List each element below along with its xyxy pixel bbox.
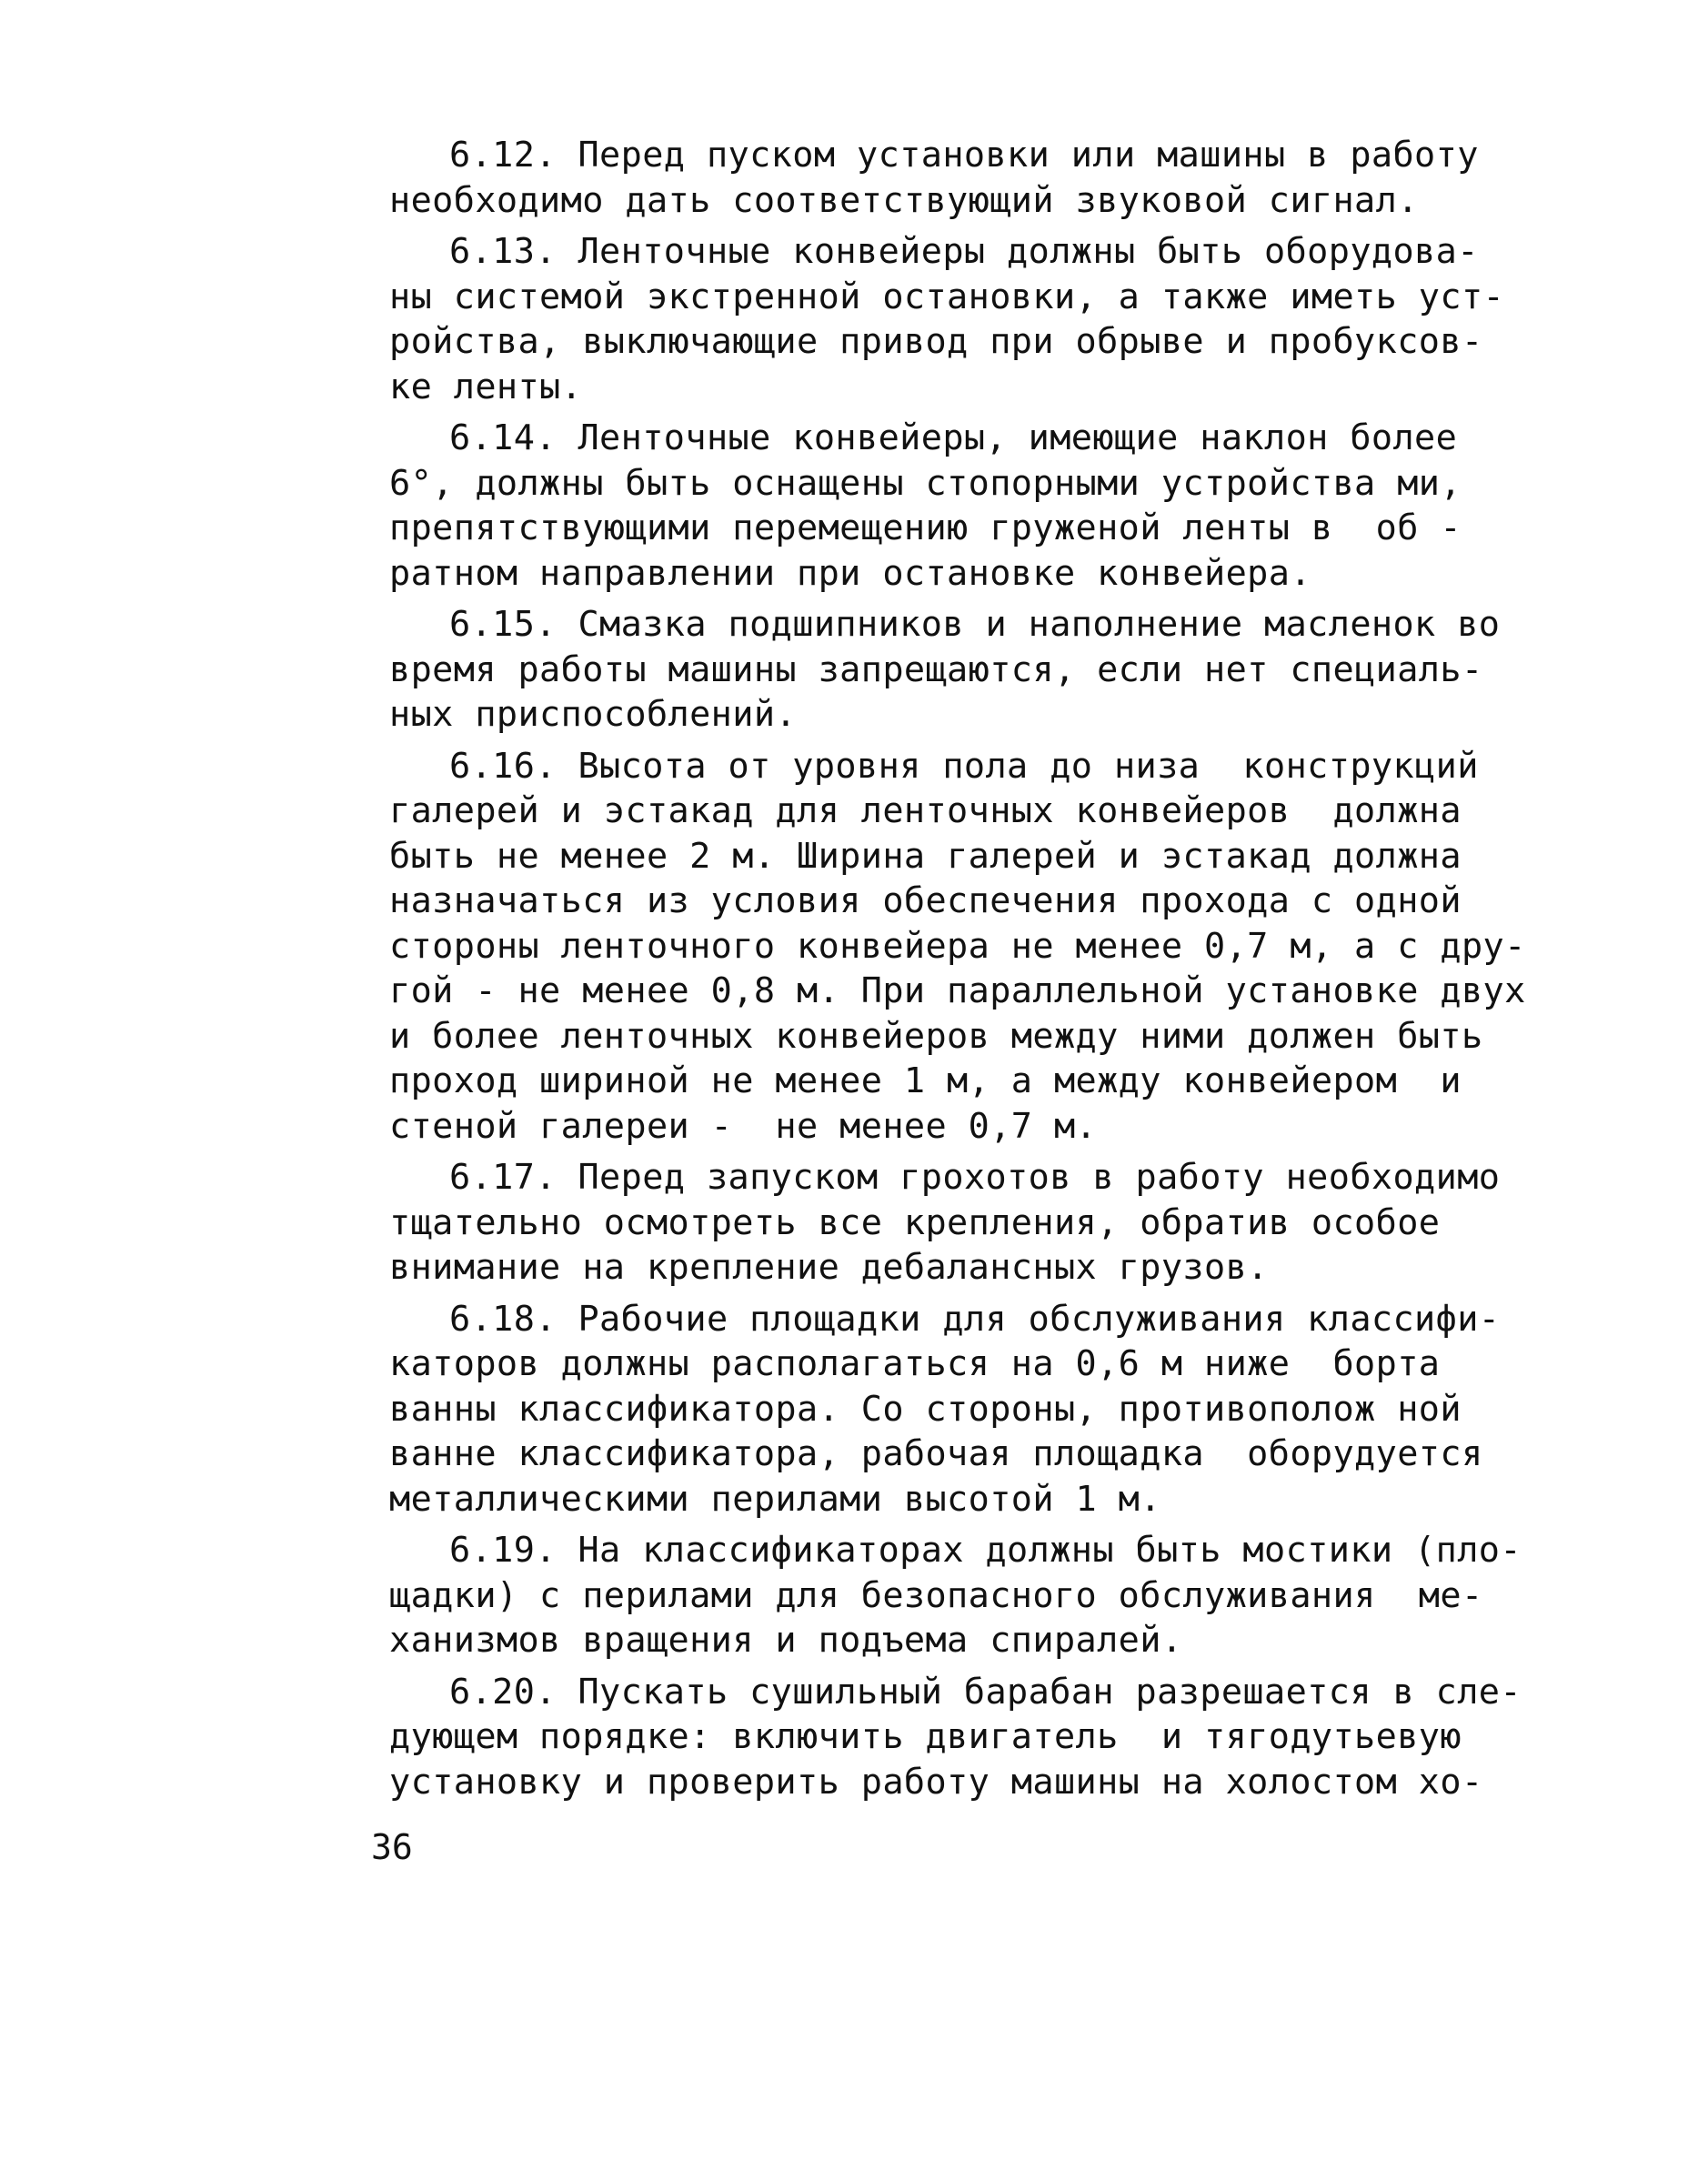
paragraph-6-19 <box>389 1528 1562 1663</box>
text-line: время работы машины запрещаются, если нет специаль- <box>389 648 1483 690</box>
text-line: ны системой экстренной остановки, а также иметь уст- <box>389 276 1505 317</box>
text-line: металлическими перилами высотой 1 м. <box>389 1478 1161 1520</box>
paragraph-6-16 <box>389 744 1562 1150</box>
text-line: стороны ленточного конвейера не менее 0,7 м, а с дру- <box>389 925 1526 967</box>
text-line: ханизмов вращения и подъема спиралей. <box>389 1620 1183 1661</box>
paragraph-6-15 <box>389 602 1562 738</box>
text-line: каторов должны располагаться на 0,6 м ниже борта <box>389 1343 1441 1384</box>
paragraph-6-18 <box>389 1297 1562 1522</box>
text-line: 6.17. Перед запуском грохотов в работу необходимо <box>449 1157 1501 1198</box>
text-line: 6.13. Ленточные конвейеры должны быть оборудова- <box>449 231 1479 272</box>
text-line: стеной галереи - не менее 0,7 м. <box>389 1105 1098 1147</box>
text-line: установку и проверить работу машины на холостом хо- <box>389 1761 1483 1803</box>
text-line: 6.15. Смазка подшипников и наполнение масленок во <box>449 604 1501 645</box>
paragraph-6-12 <box>389 133 1562 223</box>
text-line: препятствующими перемещению груженой ленты в об - <box>389 507 1462 548</box>
text-line: галерей и эстакад для ленточных конвейеров должна <box>389 790 1462 831</box>
text-line: 6.18. Рабочие площадки для обслуживания классифи- <box>449 1298 1501 1340</box>
text-line: ратном направлении при остановке конвейера. <box>389 552 1311 594</box>
text-line: 6.16. Высота от уровня пола до низа конструкций <box>449 745 1479 787</box>
body-text <box>389 133 1562 1811</box>
text-line: 6.19. На классификаторах должны быть мостики (пло- <box>449 1530 1522 1571</box>
page-number: 36 <box>371 1827 413 1867</box>
text-line: 6.12. Перед пуском установки или машины в работу <box>449 135 1479 176</box>
text-line: 6°, должны быть оснащены стопорными устройства ми, <box>389 462 1462 504</box>
text-line: ке ленты. <box>389 366 583 407</box>
text-line: назначаться из условия обеспечения прохода с одной <box>389 880 1462 921</box>
text-line: щадки) с перилами для безопасного обслуживания ме- <box>389 1574 1483 1616</box>
text-line: 6.14. Ленточные конвейеры, имеющие наклон более <box>449 417 1458 458</box>
text-line: ванне классификатора, рабочая площадка оборудуется <box>389 1433 1483 1474</box>
paragraph-6-13 <box>389 229 1562 409</box>
text-line: быть не менее 2 м. Ширина галерей и эстакад должна <box>389 835 1462 877</box>
text-line: внимание на крепление дебалансных грузов. <box>389 1247 1269 1288</box>
text-line: ных приспособлений. <box>389 694 798 735</box>
text-line: ванны классификатора. Со стороны, противополож ной <box>389 1388 1462 1430</box>
text-line: дующем порядке: включить двигатель и тягодутьевую <box>389 1716 1462 1757</box>
text-line: проход шириной не менее 1 м, а между конвейером и <box>389 1060 1462 1101</box>
text-line: и более ленточных конвейеров между ними должен быть <box>389 1015 1483 1057</box>
paragraph-6-20 <box>389 1670 1562 1805</box>
text-line: 6.20. Пускать сушильный барабан разрешается в сле- <box>449 1671 1522 1713</box>
text-line: гой - не менее 0,8 м. При параллельной установке двух <box>389 970 1526 1011</box>
text-line: ройства, выключающие привод при обрыве и пробуксов- <box>389 321 1483 362</box>
paragraph-6-17 <box>389 1155 1562 1291</box>
paragraph-6-14 <box>389 416 1562 596</box>
text-line: тщательно осмотреть все крепления, обратив особое <box>389 1201 1441 1243</box>
text-line: необходимо дать соответствующий звуковой сигнал. <box>389 179 1419 221</box>
